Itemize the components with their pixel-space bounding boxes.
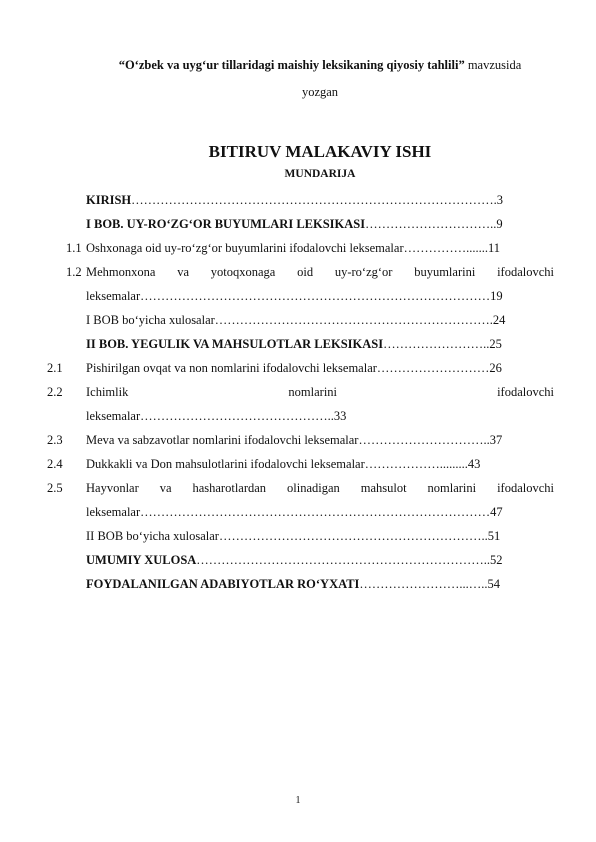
document-title: BITIRUV MALAKAVIY ISHI — [208, 142, 432, 161]
section-number: 2.4 — [47, 457, 63, 471]
toc-page: 37 — [489, 433, 503, 447]
toc-entry-2-1: 2.1 Pishirilgan ovqat va non nomlarini ifodalovchi leksemalar………………………26 — [0, 356, 596, 380]
toc-page: 11 — [488, 241, 501, 255]
toc-entry-1-2: 1.2 Mehmonxona va yotoqxonaga oid uy-ro‘zg‘or buyumlarini ifodalovchi — [0, 260, 596, 284]
topic-tail: mavzusida — [464, 58, 522, 72]
thesis-topic — [80, 52, 560, 106]
toc-page: 33 — [333, 409, 347, 423]
toc-page: 24 — [492, 313, 506, 327]
toc-page: 19 — [490, 289, 503, 303]
toc-entry-conclusion-1: I BOB bo‘yicha xulosalar………………………………………………………….24 — [86, 313, 506, 327]
toc-entry-2-4: 2.4 Dukkakli va Don mahsulotlarini ifodalovchi leksemalar……………….........43 — [0, 452, 596, 476]
toc-entry-2-2-cont: leksemalar………………………………………..33 — [86, 409, 347, 423]
section-number: 2.3 — [47, 433, 63, 447]
toc-page: 3 — [496, 193, 504, 207]
toc-entry-general-conclusion: UMUMIY XULOSA……………………………………………………………..52 — [86, 553, 503, 567]
toc-page: 26 — [489, 361, 502, 375]
section-number: 2.5 — [47, 481, 63, 495]
toc-page: 47 — [490, 505, 503, 519]
toc-entry-chapter-1: I BOB. UY-RO‘ZG‘OR BUYUMLARI LEKSIKASI…………………………..9 — [86, 217, 503, 231]
contents-heading: MUNDARIJA — [284, 168, 356, 180]
toc-page: 43 — [467, 457, 481, 471]
toc-entry-bibliography: FOYDALANILGAN ADABIYOTLAR RO‘YXATI……………………...…..54 — [86, 577, 501, 591]
section-number: 2.2 — [47, 385, 63, 399]
toc-entry-chapter-2: II BOB. YEGULIK VA MAHSULOTLAR LEKSIKASI……………………..25 — [86, 337, 502, 351]
toc-entry-2-5: 2.5 Hayvonlar va hasharotlardan olinadigan mahsulot nomlarini ifodalovchi — [0, 476, 596, 500]
toc-entry-intro: KIRISH…………………………………………………………………………….3 — [86, 193, 504, 207]
toc-entry-2-3: 2.3 Meva va sabzavotlar nomlarini ifodalovchi leksemalar…………………………..37 — [0, 428, 596, 452]
toc-page: 54 — [487, 577, 501, 591]
toc-entry-2-2: 2.2 Ichimlik nomlarini ifodalovchi — [0, 380, 596, 404]
table-of-contents — [0, 188, 596, 596]
toc-page: 52 — [490, 553, 503, 567]
toc-entry-conclusion-2: II BOB bo‘yicha xulosalar………………………………………………………..51 — [86, 529, 501, 543]
section-number: 1.1 — [66, 241, 82, 255]
section-number: 1.2 — [66, 265, 82, 279]
toc-entry-2-5-cont: leksemalar…………………………………………………………………………47 — [86, 505, 503, 519]
toc-page: 25 — [489, 337, 502, 351]
page-number: 1 — [295, 795, 301, 806]
section-number: 2.1 — [47, 361, 63, 375]
toc-page: 9 — [496, 217, 503, 231]
toc-page: 51 — [487, 529, 501, 543]
toc-entry-1-2-cont: leksemalar…………………………………………………………………………19 — [86, 289, 503, 303]
topic-line2: yozgan — [301, 85, 339, 99]
topic-title: “O‘zbek va uyg‘ur tillaridagi maishiy leksikaning qiyosiy tahlili” — [118, 58, 465, 72]
toc-entry-1-1: 1.1 Oshxonaga oid uy-ro‘zg‘or buyumlarini ifodalovchi leksemalar…………….......11 — [0, 236, 596, 260]
